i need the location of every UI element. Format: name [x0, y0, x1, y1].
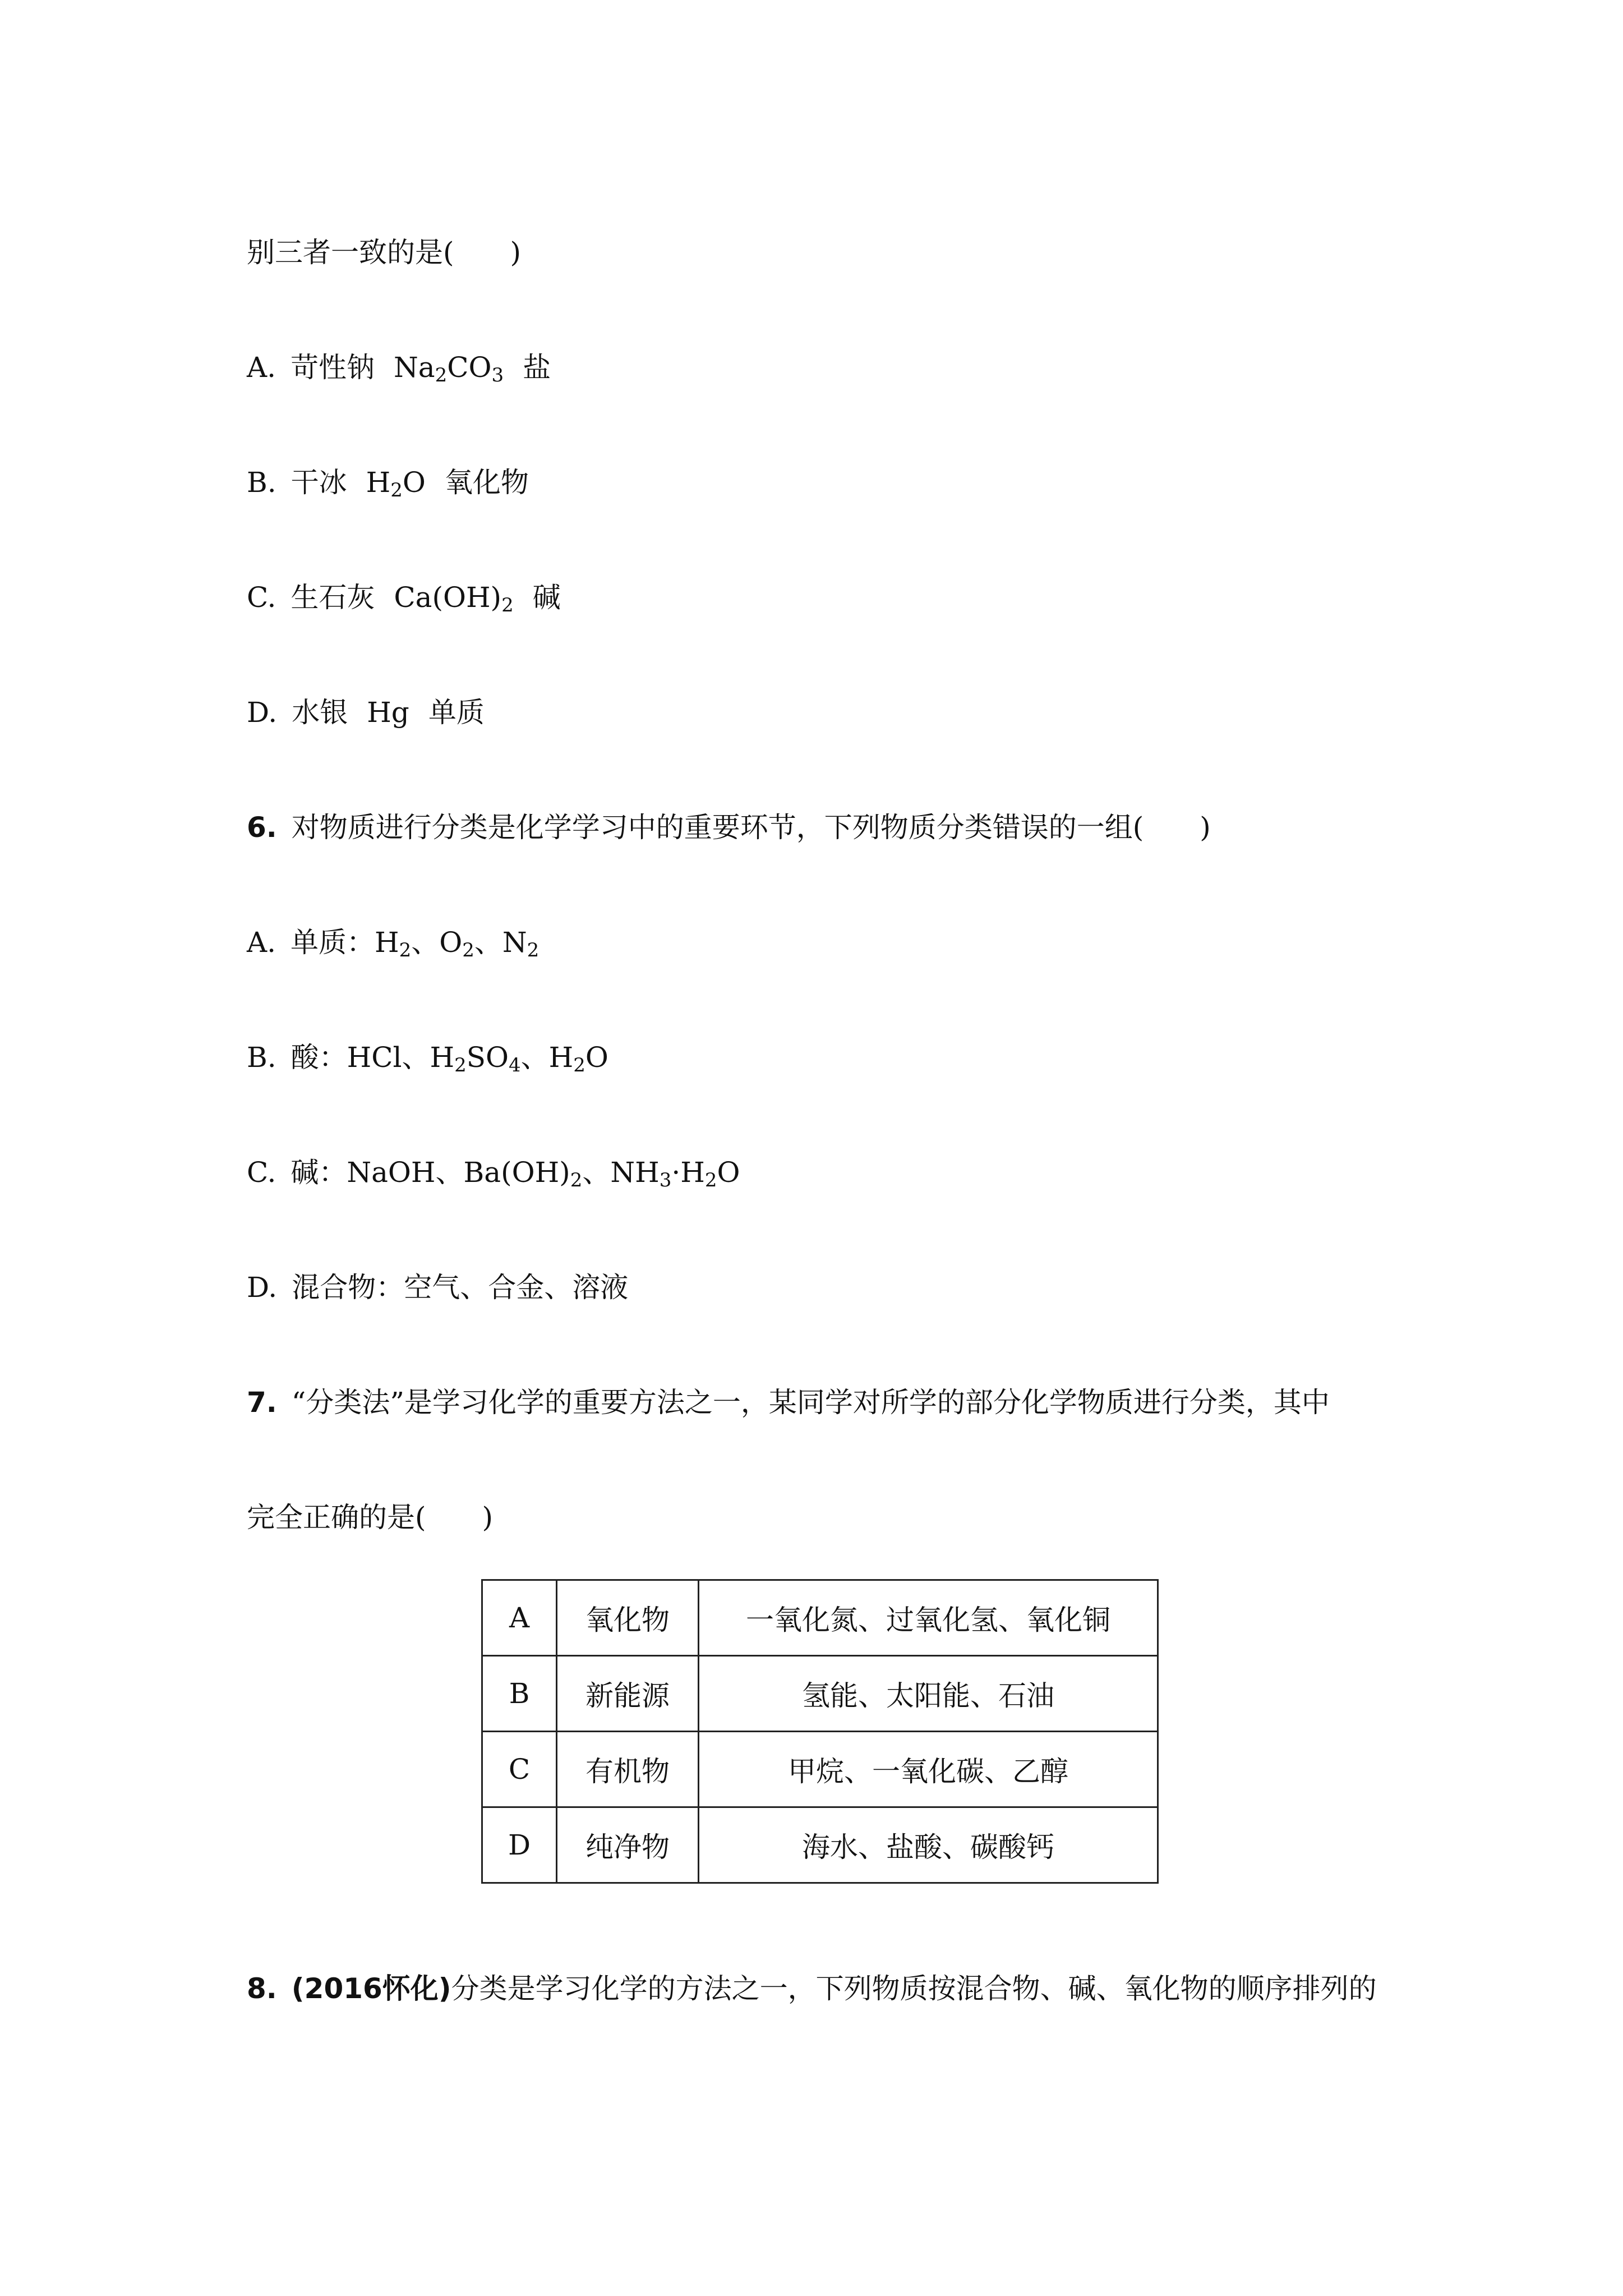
classification-table [481, 1579, 1159, 1884]
option-letter: D. [247, 1271, 278, 1304]
q8-stem [247, 1972, 1377, 2005]
option-class: 盐 [523, 351, 551, 384]
option-class: 单质 [428, 696, 485, 729]
substances-cell: 氢能、太阳能、石油 [699, 1656, 1158, 1732]
option-letter: C. [247, 581, 276, 614]
category-cell: 新能源 [557, 1656, 699, 1732]
q5-option-d [247, 696, 485, 729]
q5-stem-tail: 别三者一致的是( ) [247, 236, 522, 269]
table-row [482, 1732, 1158, 1807]
substances-cell: 海水、盐酸、碳酸钙 [699, 1807, 1158, 1883]
question-number: 6. [247, 811, 277, 844]
option-name: 生石灰 [291, 581, 375, 614]
option-name: 苛性钠 [291, 351, 375, 384]
table-row [482, 1807, 1158, 1883]
table-row [482, 1580, 1158, 1656]
option-class: 氧化物 [444, 466, 529, 499]
table-row [482, 1656, 1158, 1732]
question-number: 7. [247, 1386, 277, 1419]
option-formula: $Ca(OH)_2$ [394, 581, 514, 616]
row-letter-cell: D [482, 1807, 557, 1883]
q5-option-c [247, 581, 561, 614]
option-formula: $H_2O$ [366, 466, 426, 501]
option-name: 干冰 [291, 466, 347, 499]
row-letter-cell: A [482, 1580, 557, 1656]
q6-option-c: C. 碱：NaOH、$Ba(OH)_2$、$NH_3\cdot H_2O$ [247, 1156, 740, 1191]
q6-option-d [247, 1271, 628, 1304]
option-text: 混合物：空气、合金、溶液 [292, 1271, 629, 1304]
option-letter: A. [247, 351, 276, 384]
question-text: “分类法”是学习化学的重要方法之一，某同学对所学的部分化学物质进行分类，其中 [291, 1386, 1330, 1419]
category-cell: 氧化物 [557, 1580, 699, 1656]
option-letter: D. [247, 696, 278, 729]
q5-option-b [247, 466, 529, 499]
q6-option-a: A. 单质：$H_2$、$O_2$、$N_2$ [247, 926, 540, 961]
option-formula: Hg [367, 696, 409, 729]
question-text: 分类是学习化学的方法之一，下列物质按混合物、碱、氧化物的顺序排列的 [451, 1972, 1377, 2005]
q7-stem-line1 [247, 1386, 1330, 1419]
row-letter-cell: B [482, 1656, 557, 1732]
q6-option-b: B. 酸：HCl、$H_2SO_4$、$H_2O$ [247, 1041, 608, 1076]
option-letter: C. [247, 1156, 276, 1189]
option-letter: B. [247, 466, 276, 499]
option-name: 水银 [292, 696, 348, 729]
option-class: 碱 [532, 581, 561, 614]
option-letter: A. [247, 926, 276, 959]
question-number: 8. [247, 1972, 277, 2005]
row-letter-cell: C [482, 1732, 557, 1807]
option-formula: $Na_2CO_3$ [394, 351, 504, 386]
q7-stem-line2: 完全正确的是( ) [247, 1501, 494, 1534]
question-source: (2016怀化) [291, 1972, 451, 2005]
substances-cell: 甲烷、一氧化碳、乙醇 [699, 1732, 1158, 1807]
q5-option-a [247, 351, 551, 384]
category-cell: 有机物 [557, 1732, 699, 1807]
q6-stem [247, 811, 1211, 844]
question-text: 对物质进行分类是化学学习中的重要环节，下列物质分类错误的一组( ) [291, 811, 1211, 844]
substances-cell: 一氧化氮、过氧化氢、氧化铜 [699, 1580, 1158, 1656]
option-letter: B. [247, 1041, 276, 1074]
category-cell: 纯净物 [557, 1807, 699, 1883]
